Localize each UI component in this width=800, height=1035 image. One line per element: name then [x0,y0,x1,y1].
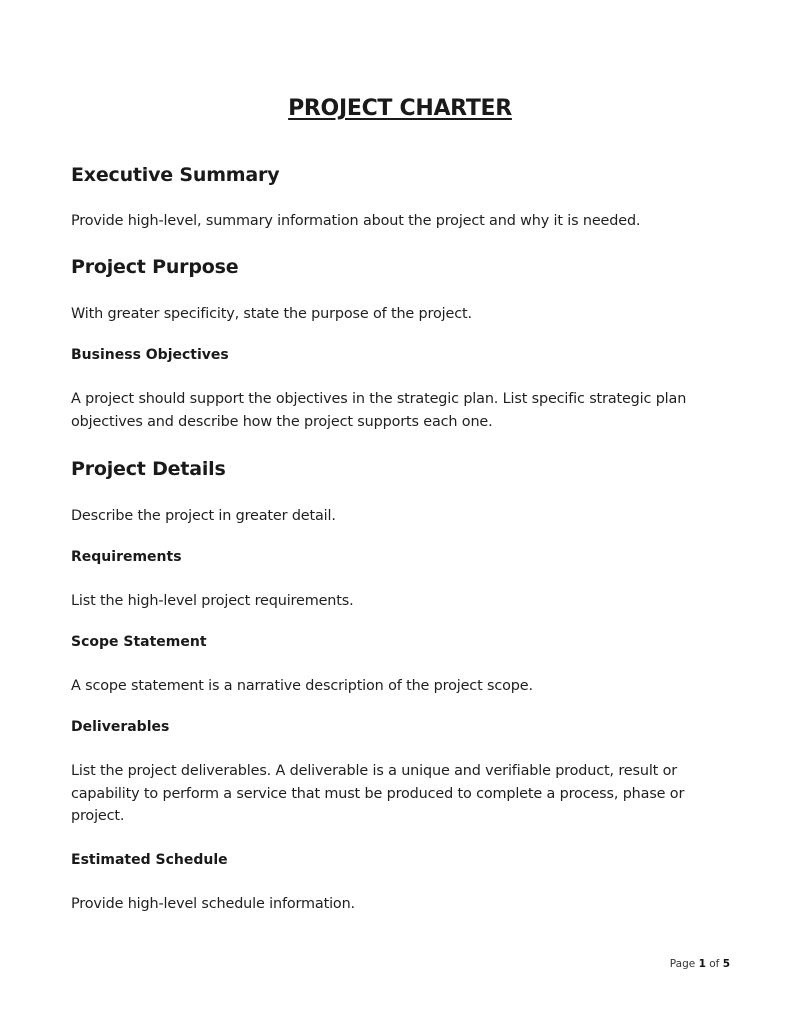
requirements-text: List the high-level project requirements. [71,593,354,609]
of-label: of [709,958,720,970]
executive-summary-heading: Executive Summary [71,164,280,186]
requirements-heading: Requirements [71,549,182,565]
scope-statement-text: A scope statement is a narrative description of the project scope. [71,678,533,694]
business-objectives-heading: Business Objectives [71,347,229,363]
current-page-number: 1 [698,958,706,970]
deliverables-heading: Deliverables [71,719,170,735]
executive-summary-text: Provide high-level, summary information about the project and why it is needed. [71,213,641,229]
scope-statement-heading: Scope Statement [71,634,207,650]
page-number-footer [670,958,730,970]
project-details-text: Describe the project in greater detail. [71,508,336,524]
business-objectives-text: A project should support the objectives in the strategic plan. List specific strategic plan objectives and describe how the project supports each one. [71,391,687,430]
total-pages-number: 5 [722,958,730,970]
page-title: PROJECT CHARTER [288,96,512,121]
deliverables-text: List the project deliverables. A deliverable is a unique and verifiable product, result or capability to perform a service that must be produced to complete a process, phase or project. [71,763,685,824]
estimated-schedule-text: Provide high-level schedule information. [71,896,355,912]
page-label: Page [669,958,696,970]
estimated-schedule-heading: Estimated Schedule [71,852,228,868]
project-details-heading: Project Details [71,458,226,480]
project-purpose-heading: Project Purpose [71,256,239,278]
project-purpose-text: With greater specificity, state the purpose of the project. [71,306,472,322]
